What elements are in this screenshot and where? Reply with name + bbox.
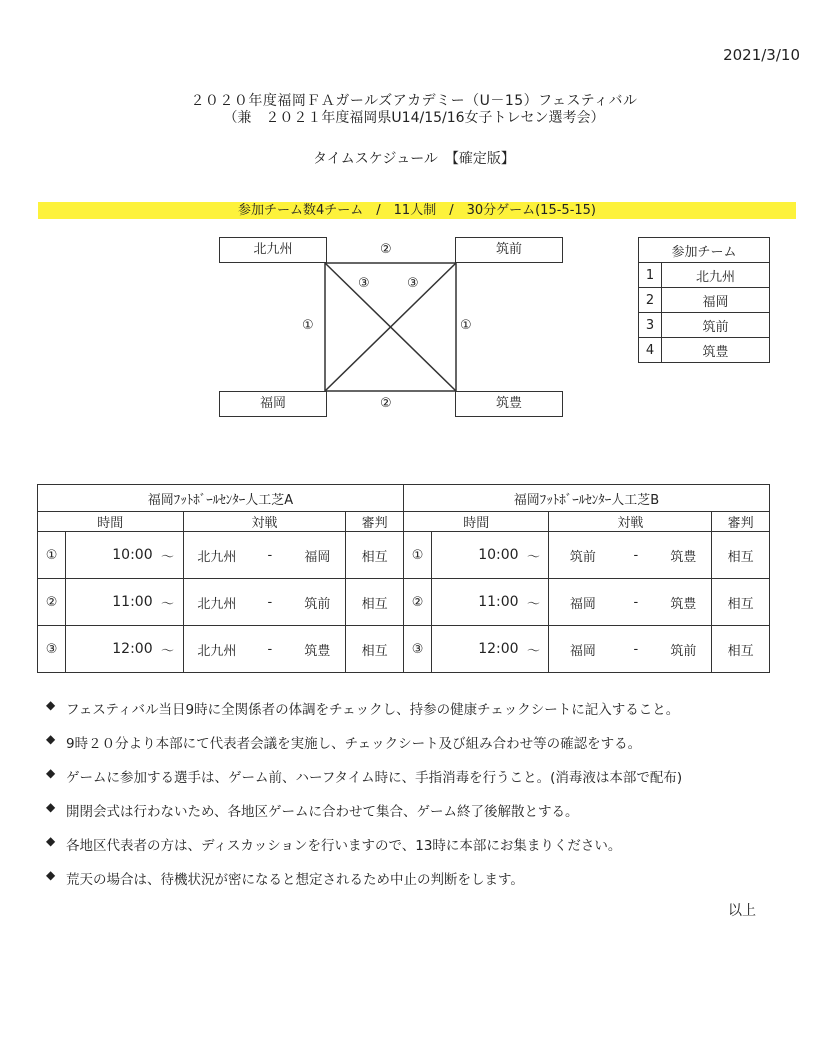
team-box-chikuzen: 筑前: [455, 237, 563, 263]
round-label-right: ①: [460, 318, 472, 333]
schedule-heading: タイムスケジュール 【確定版】: [313, 151, 515, 167]
table-row: ③ 12:00 ～ 北九州 - 筑豊 相互 ③ 12:00 ～ 福岡 - 筑前 相互: [38, 626, 770, 673]
participating-teams-table: [638, 237, 770, 363]
table-row: 1 北九州: [639, 263, 770, 288]
venue-b-header: 福岡ﾌｯﾄﾎﾞｰﾙｾﾝﾀｰ人工芝B: [403, 485, 769, 512]
diamond-bullet-icon: ◆: [46, 800, 56, 814]
diamond-bullet-icon: ◆: [46, 732, 56, 746]
list-item: ◆ フェスティバル当日9時に全関係者の体調をチェックし、持参の健康チェックシートに記入すること。: [46, 698, 680, 718]
col-ref-a: 審判: [346, 512, 404, 532]
notes-list: [46, 698, 806, 902]
document-title: ２０２０年度福岡ＦＡガールズアカデミー（U－15）フェスティバル: [190, 93, 638, 109]
round-label-left: ①: [302, 318, 314, 333]
diamond-bullet-icon: ◆: [46, 834, 56, 848]
col-time-b: 時間: [403, 512, 549, 532]
teams-table-header: 参加チーム: [639, 238, 770, 263]
round-label-bottom: ②: [380, 396, 392, 411]
team-box-chikuho: 筑豊: [455, 391, 563, 417]
document-subtitle-line: （兼 ２０２１年度福岡県U14/15/16女子トレセン選考会）: [223, 110, 605, 126]
table-row: 3 筑前: [639, 313, 770, 338]
list-item: ◆ ゲームに参加する選手は、ゲーム前、ハーフタイム時に、手指消毒を行うこと。(消毒液は本部で配布): [46, 766, 683, 786]
col-match-a: 対戦: [183, 512, 346, 532]
team-box-kitakyushu: 北九州: [219, 237, 327, 263]
closing-text: 以上: [728, 903, 756, 919]
col-ref-b: 審判: [712, 512, 770, 532]
list-item: ◆ 各地区代表者の方は、ディスカッションを行いますので、13時に本部にお集まりください。: [46, 834, 622, 854]
team-box-fukuoka: 福岡: [219, 391, 327, 417]
list-item: ◆ 9時２０分より本部にて代表者会議を実施し、チェックシート及び組み合わせ等の確認をする。: [46, 732, 642, 752]
venue-a-header: 福岡ﾌｯﾄﾎﾞｰﾙｾﾝﾀｰ人工芝A: [38, 485, 404, 512]
list-item: ◆ 荒天の場合は、待機状況が密になると想定されるため中止の判断をします。: [46, 868, 524, 888]
diamond-bullet-icon: ◆: [46, 766, 56, 780]
highlight-banner: 参加チーム数4チーム / 11人制 / 30分ゲーム(15-5-15): [38, 202, 796, 219]
table-row: 4 筑豊: [639, 338, 770, 363]
col-time-a: 時間: [38, 512, 184, 532]
col-match-b: 対戦: [549, 512, 712, 532]
round-label-diag-left: ③: [358, 276, 370, 291]
round-label-top: ②: [380, 242, 392, 257]
schedule-table: [37, 484, 770, 673]
match-diagram: [0, 0, 828, 440]
diamond-bullet-icon: ◆: [46, 868, 56, 882]
document-date: 2021/3/10: [723, 46, 800, 64]
table-row: ② 11:00 ～ 北九州 - 筑前 相互 ② 11:00 ～ 福岡 - 筑豊 相互: [38, 579, 770, 626]
round-label-diag-right: ③: [407, 276, 419, 291]
table-row: 2 福岡: [639, 288, 770, 313]
list-item: ◆ 開閉会式は行わないため、各地区ゲームに合わせて集合、ゲーム終了後解散とする。: [46, 800, 579, 820]
diamond-bullet-icon: ◆: [46, 698, 56, 712]
table-row: ① 10:00 ～ 北九州 - 福岡 相互 ① 10:00 ～ 筑前 - 筑豊 相互: [38, 532, 770, 579]
